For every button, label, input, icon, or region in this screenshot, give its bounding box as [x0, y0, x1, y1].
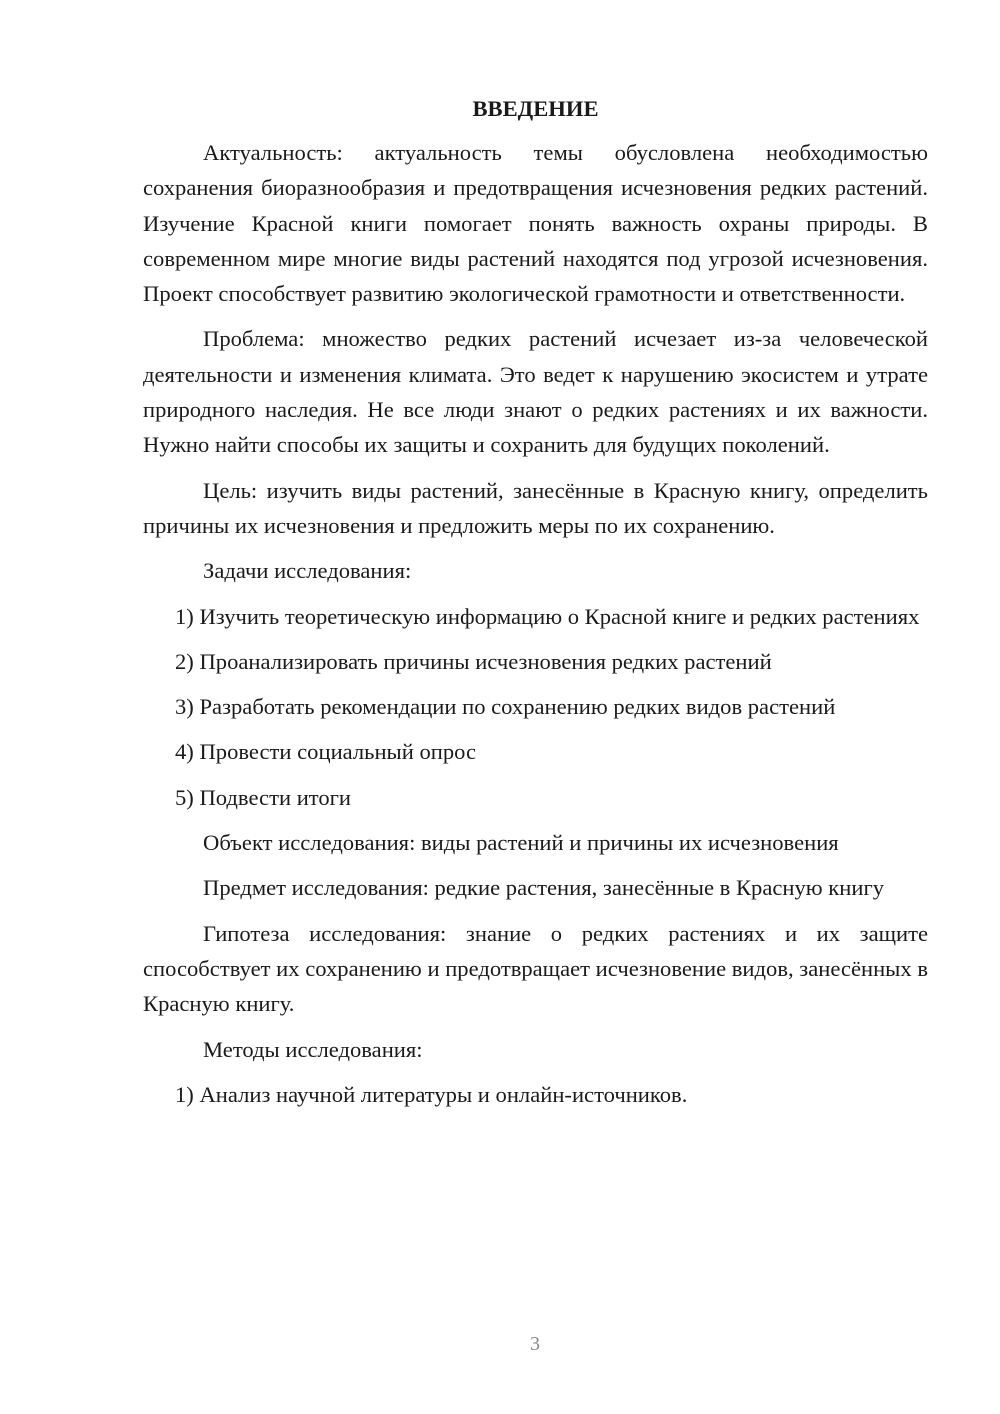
- problem-paragraph: Проблема: множество редких растений исчезает из-за человеческой деятельности и изменения климата. Это ведет к нарушению экосистем и утрате природного наследия. Не все люди знают о редких растениях и их важности. Нужно найти способы их защиты и сохранить для будущих поколений.: [143, 326, 928, 458]
- methods-title: Методы исследования:: [203, 1036, 423, 1062]
- task-item-3: 3) Разработать рекомендации по сохранению редких видов растений: [175, 694, 836, 720]
- tasks-title: Задачи исследования:: [203, 558, 412, 584]
- task-item-2: 2) Проанализировать причины исчезновения редких растений: [175, 648, 772, 674]
- object-paragraph: Объект исследования: виды растений и причины их исчезновения: [203, 830, 839, 856]
- relevance-paragraph: Актуальность: актуальность темы обусловлена необходимостью сохранения биоразнообразия и предотвращения исчезновения редких растений. Изучение Красной книги помогает понять важность охраны природы. В современном мире многие виды растений находятся под угрозой исчезновения. Проект способствует развитию экологической грамотности и ответственности.: [143, 140, 928, 307]
- section-heading: ВВЕДЕНИЕ: [472, 96, 599, 121]
- document-page: [143, 95, 928, 1112]
- method-item-1: 1) Анализ научной литературы и онлайн-источников.: [175, 1081, 688, 1107]
- task-item-5: 5) Подвести итоги: [175, 784, 352, 810]
- hypothesis-paragraph: Гипотеза исследования: знание о редких растениях и их защите способствует их сохранению и предотвращает исчезновение видов, занесённых в Красную книгу.: [143, 920, 928, 1017]
- task-item-4: 4) Провести социальный опрос: [175, 739, 477, 765]
- page-number: 3: [530, 1333, 540, 1355]
- subject-paragraph: Предмет исследования: редкие растения, занесённые в Красную книгу: [203, 875, 885, 901]
- task-item-1: 1) Изучить теоретическую информацию о Красной книге и редких растениях: [175, 603, 920, 629]
- goal-paragraph: Цель: изучить виды растений, занесённые в Красную книгу, определить причины их исчезновения и предложить меры по их сохранению.: [143, 477, 928, 538]
